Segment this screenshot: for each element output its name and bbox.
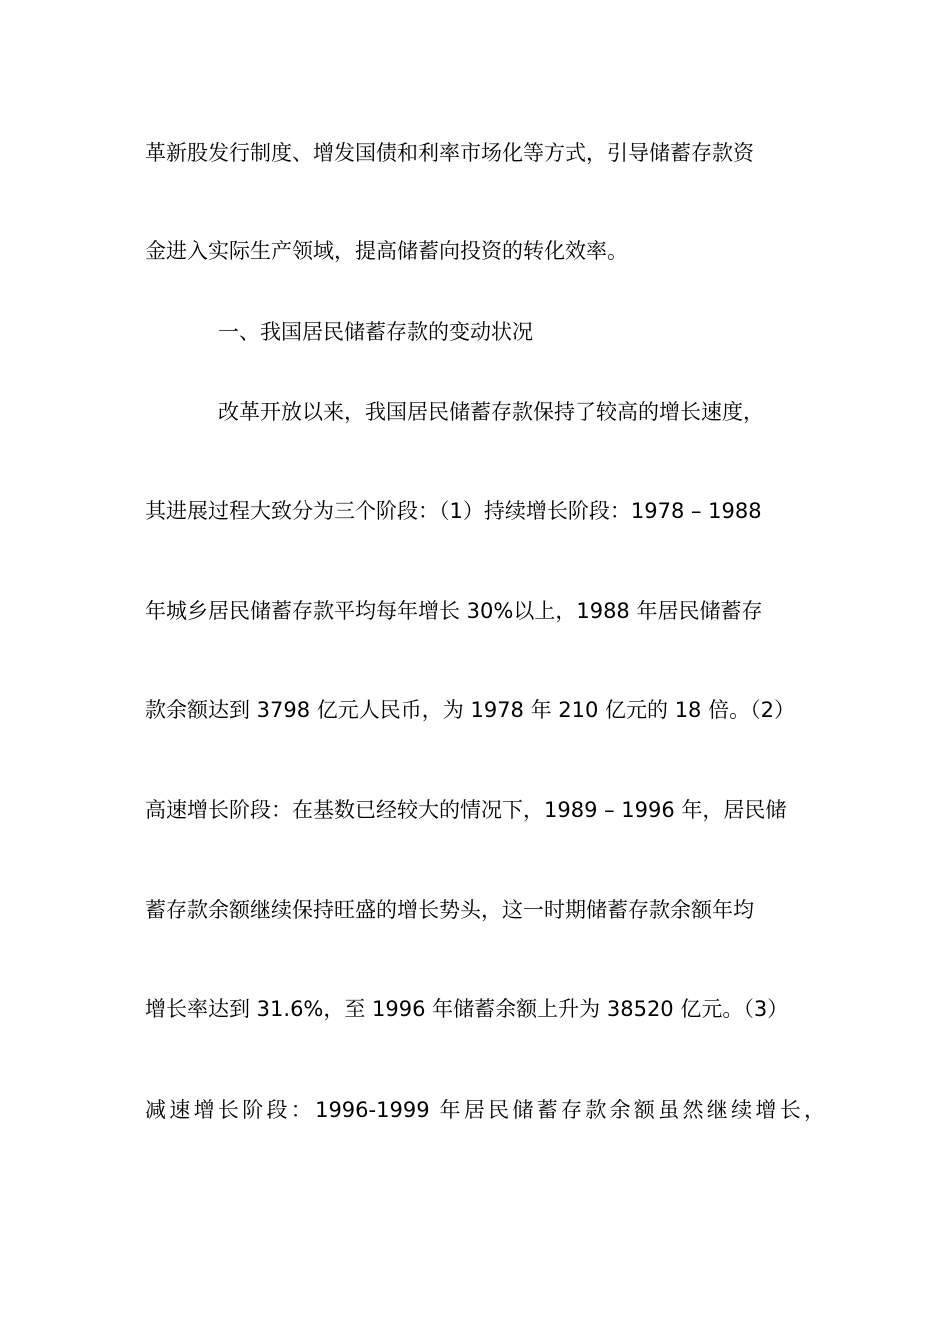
paragraph-line-6: 款余额达到 3798 亿元人民币，为 1978 年 210 亿元的 18 倍。（2） xyxy=(145,698,795,722)
paragraph-line-9: 增长率达到 31.6%，至 1996 年储蓄余额上升为 38520 亿元。（3） xyxy=(145,997,789,1021)
paragraph-line-10: 减速增长阶段：1996-1999 年居民储蓄存款余额虽然继续增长， xyxy=(145,1098,825,1122)
paragraph-line-8: 蓄存款余额继续保持旺盛的增长势头，这一时期储蓄存款余额年均 xyxy=(145,898,754,922)
section-heading: 一、我国居民储蓄存款的变动状况 xyxy=(218,320,533,344)
paragraph-line-4: 其进展过程大致分为三个阶段：（1）持续增长阶段：1978 – 1988 xyxy=(145,499,762,523)
paragraph-line-1: 革新股发行制度、增发国债和利率市场化等方式，引导储蓄存款资 xyxy=(145,141,754,165)
paragraph-line-3: 改革开放以来，我国居民储蓄存款保持了较高的增长速度， xyxy=(218,400,764,424)
paragraph-line-2: 金进入实际生产领域，提高储蓄向投资的转化效率。 xyxy=(145,239,628,263)
paragraph-line-5: 年城乡居民储蓄存款平均每年增长 30%以上，1988 年居民储蓄存 xyxy=(145,599,763,623)
paragraph-line-7: 高速增长阶段：在基数已经较大的情况下，1989 – 1996 年，居民储 xyxy=(145,798,787,822)
